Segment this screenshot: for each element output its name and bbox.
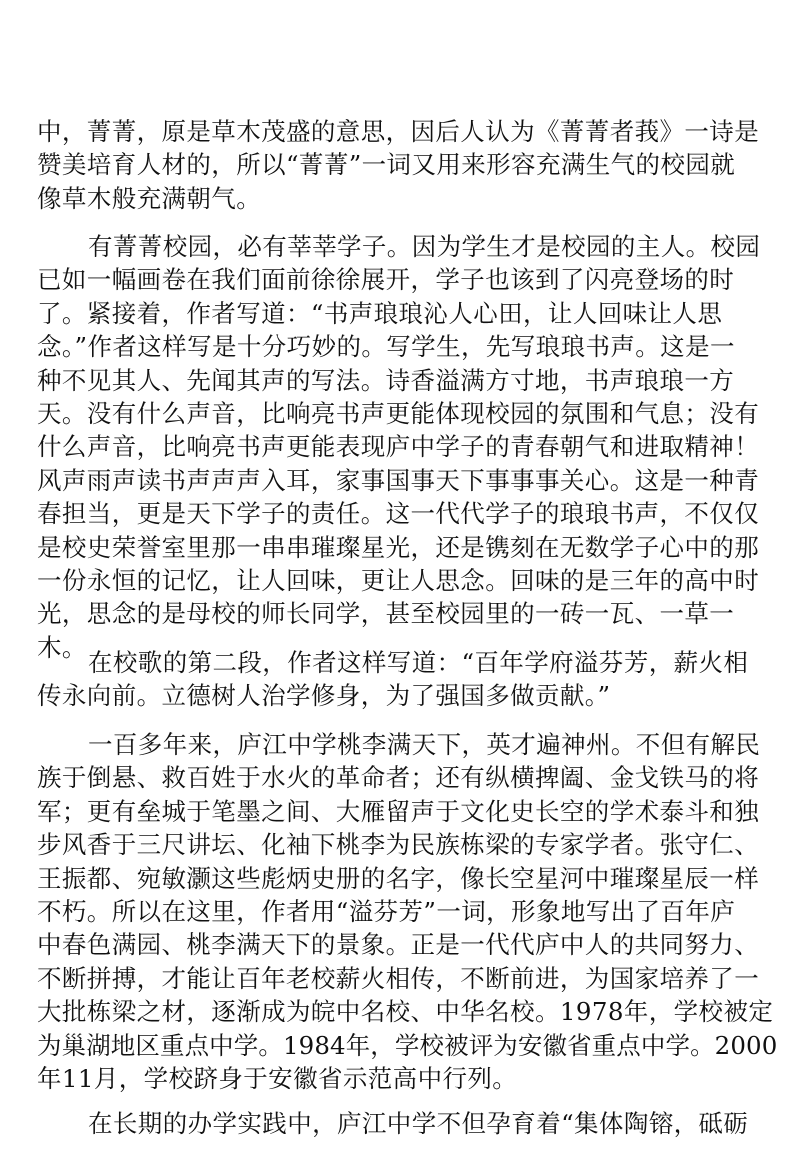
- text-line: 木。: [37, 632, 87, 662]
- text-line: 在长期的办学实践中，庐江中学不但孕育着“集体陶镕，砥砺: [88, 1109, 749, 1138]
- text-line: 传永向前。立德树人治学修身，为了强国多做贡献。”: [37, 681, 611, 711]
- text-line: 王振都、宛敏灏这些彪炳史册的名字，像长空星河中璀璨星辰一样: [37, 863, 760, 893]
- text-line: 军；更有垒城于笔墨之间、大雁留声于文化史长空的学术泰斗和独: [37, 796, 760, 826]
- paragraph-1: [37, 115, 777, 215]
- text-line: 不朽。所以在这里，作者用“溢芬芳”一词，形象地写出了百年庐: [37, 896, 736, 926]
- text-line: 春担当，更是天下学子的责任。这一代代学子的琅琅书声，不仅仅: [37, 499, 760, 529]
- text-line: 天。没有什么声音，比响亮书声更能体现校园的氛围和气息；没有: [37, 398, 760, 428]
- paragraph-4: [37, 728, 777, 1095]
- text-line: 不断拼搏，才能让百年老校薪火相传，不断前进，为国家培养了一: [37, 963, 760, 993]
- text-line: 了。紧接着，作者写道：“书声琅琅沁人心田，让人回味让人思: [37, 298, 723, 328]
- text-line: 种不见其人、先闻其声的写法。诗香溢满方寸地，书声琅琅一方: [37, 365, 735, 395]
- paragraph-2: [37, 230, 777, 664]
- text-line: 大批栋梁之材，逐渐成为皖中名校、中华名校。1978年，学校被定: [37, 997, 774, 1027]
- text-line: 有菁菁校园，必有莘莘学子。因为学生才是校园的主人。校园: [88, 232, 761, 261]
- text-line: 像草木般充满朝气。: [37, 183, 262, 213]
- text-line: 是校史荣誉室里那一串串璀璨星光，还是镌刻在无数学子心中的那: [37, 532, 760, 562]
- paragraph-3: [37, 646, 777, 713]
- text-line: 念。”作者这样写是十分巧妙的。写学生，先写琅琅书声。这是一: [37, 332, 735, 362]
- text-line: 什么声音，比响亮书声更能表现庐中学子的青春朝气和进取精神！: [37, 432, 760, 462]
- text-line: 已如一幅画卷在我们面前徐徐展开，学子也该到了闪亮登场的时: [37, 265, 735, 295]
- text-line: 年11月，学校跻身于安徽省示范高中行列。: [37, 1063, 518, 1093]
- text-line: 在校歌的第二段，作者这样写道：“百年学府溢芬芳，薪火相: [88, 648, 749, 677]
- text-line: 一份永恒的记忆，让人回味，更让人思念。回味的是三年的高中时: [37, 565, 760, 595]
- text-line: 风声雨声读书声声声入耳，家事国事天下事事事关心。这是一种青: [37, 465, 760, 495]
- text-line: 族于倒悬、救百姓于水火的革命者；还有纵横捭阖、金戈铁马的将: [37, 763, 760, 793]
- text-line: 光，思念的是母校的师长同学，甚至校园里的一砖一瓦、一草一: [37, 599, 735, 629]
- text-line: 为巢湖地区重点中学。1984年，学校被评为安徽省重点中学。2000: [37, 1030, 778, 1060]
- paragraph-5: [37, 1107, 777, 1140]
- text-line: 中春色满园、桃李满天下的景象。正是一代代庐中人的共同努力、: [37, 930, 760, 960]
- text-line: 赞美培育人材的，所以“菁菁”一词又用来形容充满生气的校园就: [37, 150, 736, 180]
- text-line: 中，菁菁，原是草木茂盛的意思，因后人认为《菁菁者莪》一诗是: [37, 117, 760, 146]
- text-line: 一百多年来，庐江中学桃李满天下，英才遍神州。不但有解民: [88, 730, 761, 759]
- text-line: 步风香于三尺讲坛、化袖下桃李为民族栋梁的专家学者。张守仁、: [37, 830, 760, 860]
